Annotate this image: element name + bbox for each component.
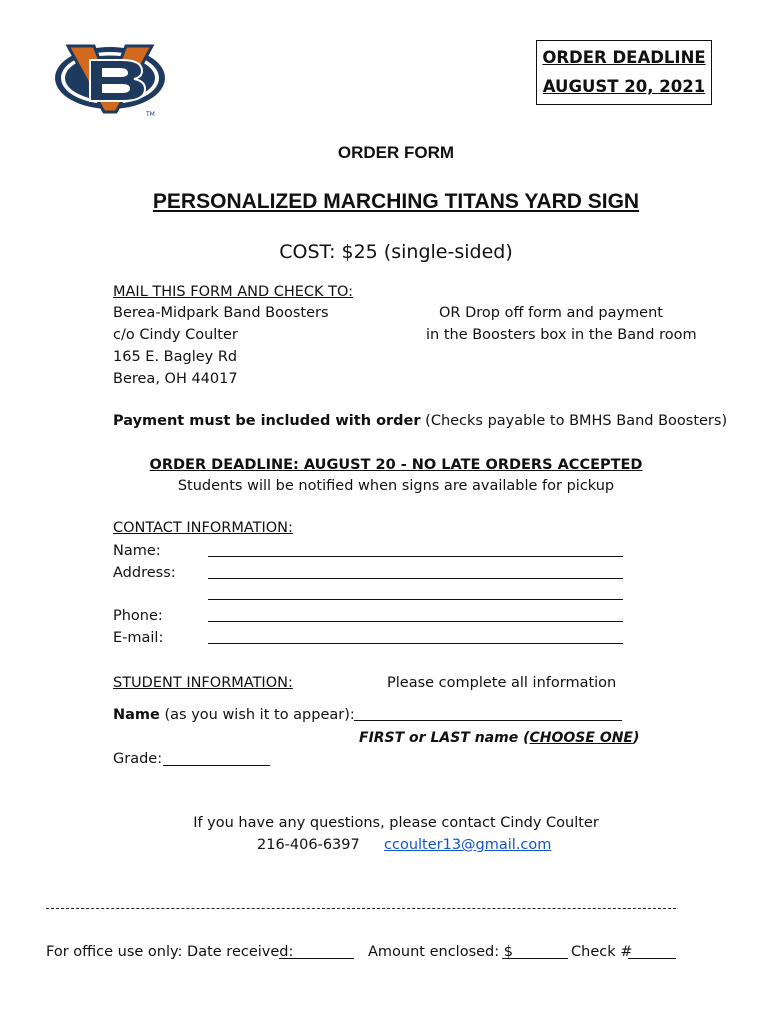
mail-line-city: Berea, OH 44017 — [113, 371, 238, 387]
mail-line-care-of: c/o Cindy Coulter — [113, 327, 238, 343]
payment-note-bold: Payment must be included with order — [113, 413, 421, 429]
grade-field[interactable] — [163, 765, 270, 766]
student-name-hint-suffix: ) — [633, 730, 640, 746]
mail-line-org: Berea-Midpark Band Boosters — [113, 305, 329, 321]
email-field[interactable] — [208, 643, 623, 644]
page-title: PERSONALIZED MARCHING TITANS YARD SIGN — [152, 190, 640, 213]
student-name-hint — [359, 730, 639, 746]
mail-line-street: 165 E. Bagley Rd — [113, 349, 238, 365]
student-heading: STUDENT INFORMATION: — [113, 675, 293, 691]
phone-label: Phone: — [113, 608, 163, 624]
student-name-field[interactable] — [354, 720, 622, 721]
trademark-mark: TM — [146, 111, 155, 118]
deadline-box-line2: AUGUST 20, 2021 — [542, 77, 706, 96]
order-deadline-box — [536, 40, 712, 105]
cost-line: COST: $25 (single-sided) — [279, 241, 513, 263]
contact-email-link[interactable]: ccoulter13@gmail.com — [384, 837, 552, 853]
deadline-notice: ORDER DEADLINE: AUGUST 20 - NO LATE ORDERS ACCEPTED — [149, 457, 643, 473]
pickup-notice: Students will be notified when signs are available for pickup — [177, 478, 615, 494]
payment-note — [113, 413, 727, 429]
questions-line: If you have any questions, please contact Cindy Coulter — [193, 815, 599, 831]
office-amount-field[interactable] — [502, 958, 568, 959]
bmv-logo — [50, 38, 172, 120]
office-check-label: Check # — [571, 944, 633, 960]
student-name-hint-choose: CHOOSE ONE — [529, 730, 633, 746]
address-label: Address: — [113, 565, 176, 581]
dropoff-line2: in the Boosters box in the Band room — [426, 327, 697, 343]
student-name-label-rest: (as you wish it to appear): — [159, 707, 355, 723]
name-field[interactable] — [208, 556, 623, 557]
office-date-label: For office use only: Date received: — [46, 944, 294, 960]
name-label: Name: — [113, 543, 161, 559]
student-note: Please complete all information — [387, 675, 617, 691]
order-form-title: ORDER FORM — [337, 143, 455, 162]
student-name-label — [113, 707, 355, 723]
mail-heading: MAIL THIS FORM AND CHECK TO: — [113, 284, 354, 300]
dropoff-line1: OR Drop off form and payment — [439, 305, 663, 321]
office-date-field[interactable] — [279, 958, 354, 959]
address-field-line1[interactable] — [208, 578, 623, 579]
email-label: E-mail: — [113, 630, 164, 646]
student-name-hint-prefix: FIRST or LAST name ( — [359, 730, 530, 746]
address-field-line2[interactable] — [208, 599, 623, 600]
grade-label: Grade: — [113, 751, 163, 767]
cut-line-divider — [46, 908, 676, 909]
contact-phone: 216-406-6397 — [257, 837, 360, 853]
phone-field[interactable] — [208, 621, 623, 622]
student-name-label-bold: Name — [113, 707, 160, 723]
office-amount-label: Amount enclosed: $ — [368, 944, 513, 960]
office-check-field[interactable] — [628, 958, 676, 959]
contact-heading: CONTACT INFORMATION: — [113, 520, 293, 536]
deadline-box-line1: ORDER DEADLINE — [542, 48, 706, 67]
payment-note-rest: (Checks payable to BMHS Band Boosters) — [420, 413, 728, 429]
